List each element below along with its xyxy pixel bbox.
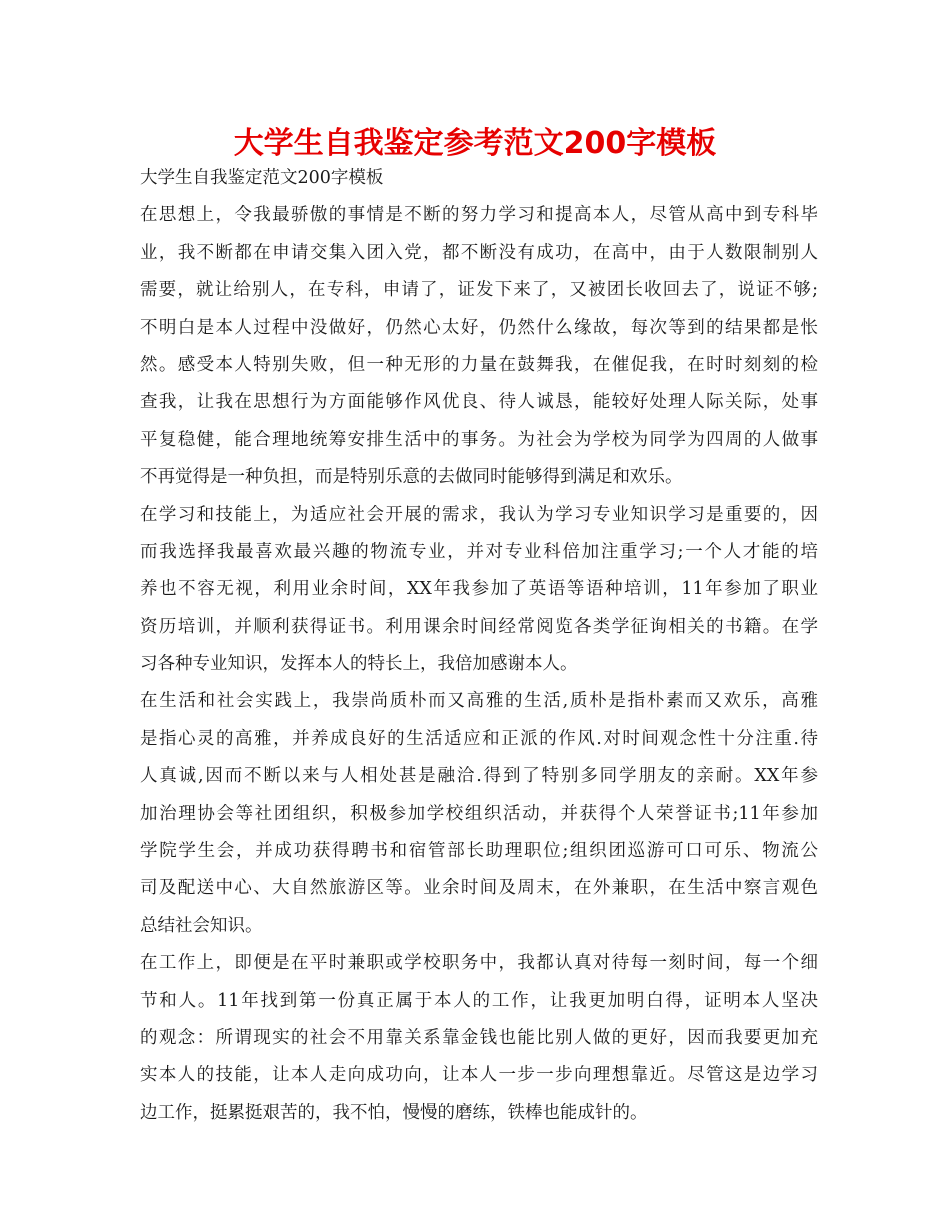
text-line: 人真诚,因而不断以来与人相处甚是融洽.得到了特别多同学朋友的亲耐。XX年参 <box>140 766 818 787</box>
document-title: 大学生自我鉴定参考范文200字模板 <box>233 126 717 161</box>
text-line: 在工作上，即便是在平时兼职或学校职务中，我都认真对待每一刻时间，每一个细 <box>140 953 818 974</box>
text-line: 资历培训，并顺利获得证书。利用课余时间经常阅览各类学征询相关的书籍。在学 <box>140 616 818 637</box>
text-line: 边工作，挺累挺艰苦的，我不怕，慢慢的磨练，铁棒也能成针的。 <box>140 1102 648 1123</box>
text-line: 养也不容无视，利用业余时间，XX年我参加了英语等语种培训，11年参加了职业 <box>140 579 818 600</box>
text-line: 业，我不断都在申请交集入团入党，都不断没有成功，在高中，由于人数限制别人 <box>140 242 818 263</box>
text-line: 司及配送中心、大自然旅游区等。业余时间及周末，在外兼职，在生活中察言观色 <box>140 878 818 899</box>
text-line: 平复稳健，能合理地统筹安排生活中的事务。为社会为学校为同学为四周的人做事 <box>140 429 818 450</box>
text-line: 在思想上，令我最骄傲的事情是不断的努力学习和提高本人，尽管从高中到专科毕 <box>140 205 818 226</box>
text-line: 实本人的技能，让本人走向成功向，让本人一步一步向理想靠近。尽管这是边学习 <box>140 1065 818 1086</box>
text-line: 查我，让我在思想行为方面能够作风优良、待人诚恳，能较好处理人际关际，处事 <box>140 392 818 413</box>
text-line: 不再觉得是一种负担，而是特别乐意的去做同时能够得到满足和欢乐。 <box>140 467 683 488</box>
text-line: 然。感受本人特别失败，但一种无形的力量在鼓舞我，在催促我，在时时刻刻的检 <box>140 354 818 375</box>
text-line: 加治理协会等社团组织，积极参加学校组织活动，并获得个人荣誉证书;11年参加 <box>140 803 818 824</box>
text-line: 在学习和技能上，为适应社会开展的需求，我认为学习专业知识学习是重要的，因 <box>140 504 818 525</box>
document-body <box>140 160 818 1132</box>
text-line: 节和人。11年找到第一份真正属于本人的工作，让我更加明白得，证明本人坚决 <box>140 990 818 1011</box>
text-line: 习各种专业知识，发挥本人的特长上，我倍加感谢本人。 <box>140 654 578 675</box>
text-line: 在生活和社会实践上，我崇尚质朴而又高雅的生活,质朴是指朴素而又欢乐，高雅 <box>140 691 818 712</box>
text-line: 需要，就让给别人，在专科，申请了，证发下来了，又被团长收回去了，说证不够; <box>140 280 818 301</box>
text-line: 大学生自我鉴定范文200字模板 <box>140 168 384 188</box>
text-line: 不明白是本人过程中没做好，仍然心太好，仍然什么缘故，每次等到的结果都是怅 <box>140 317 818 338</box>
text-line: 的观念：所谓现实的社会不用靠关系靠金钱也能比别人做的更好，因而我要更加充 <box>140 1027 818 1048</box>
text-line: 总结社会知识。 <box>140 915 263 936</box>
text-line: 学院学生会，并成功获得聘书和宿管部长助理职位;组织团巡游可口可乐、物流公 <box>140 841 818 862</box>
text-line: 而我选择我最喜欢最兴趣的物流专业，并对专业科倍加注重学习;一个人才能的培 <box>140 541 818 562</box>
text-line: 是指心灵的高雅，并养成良好的生活适应和正派的作风.对时间观念性十分注重.待 <box>140 728 818 749</box>
